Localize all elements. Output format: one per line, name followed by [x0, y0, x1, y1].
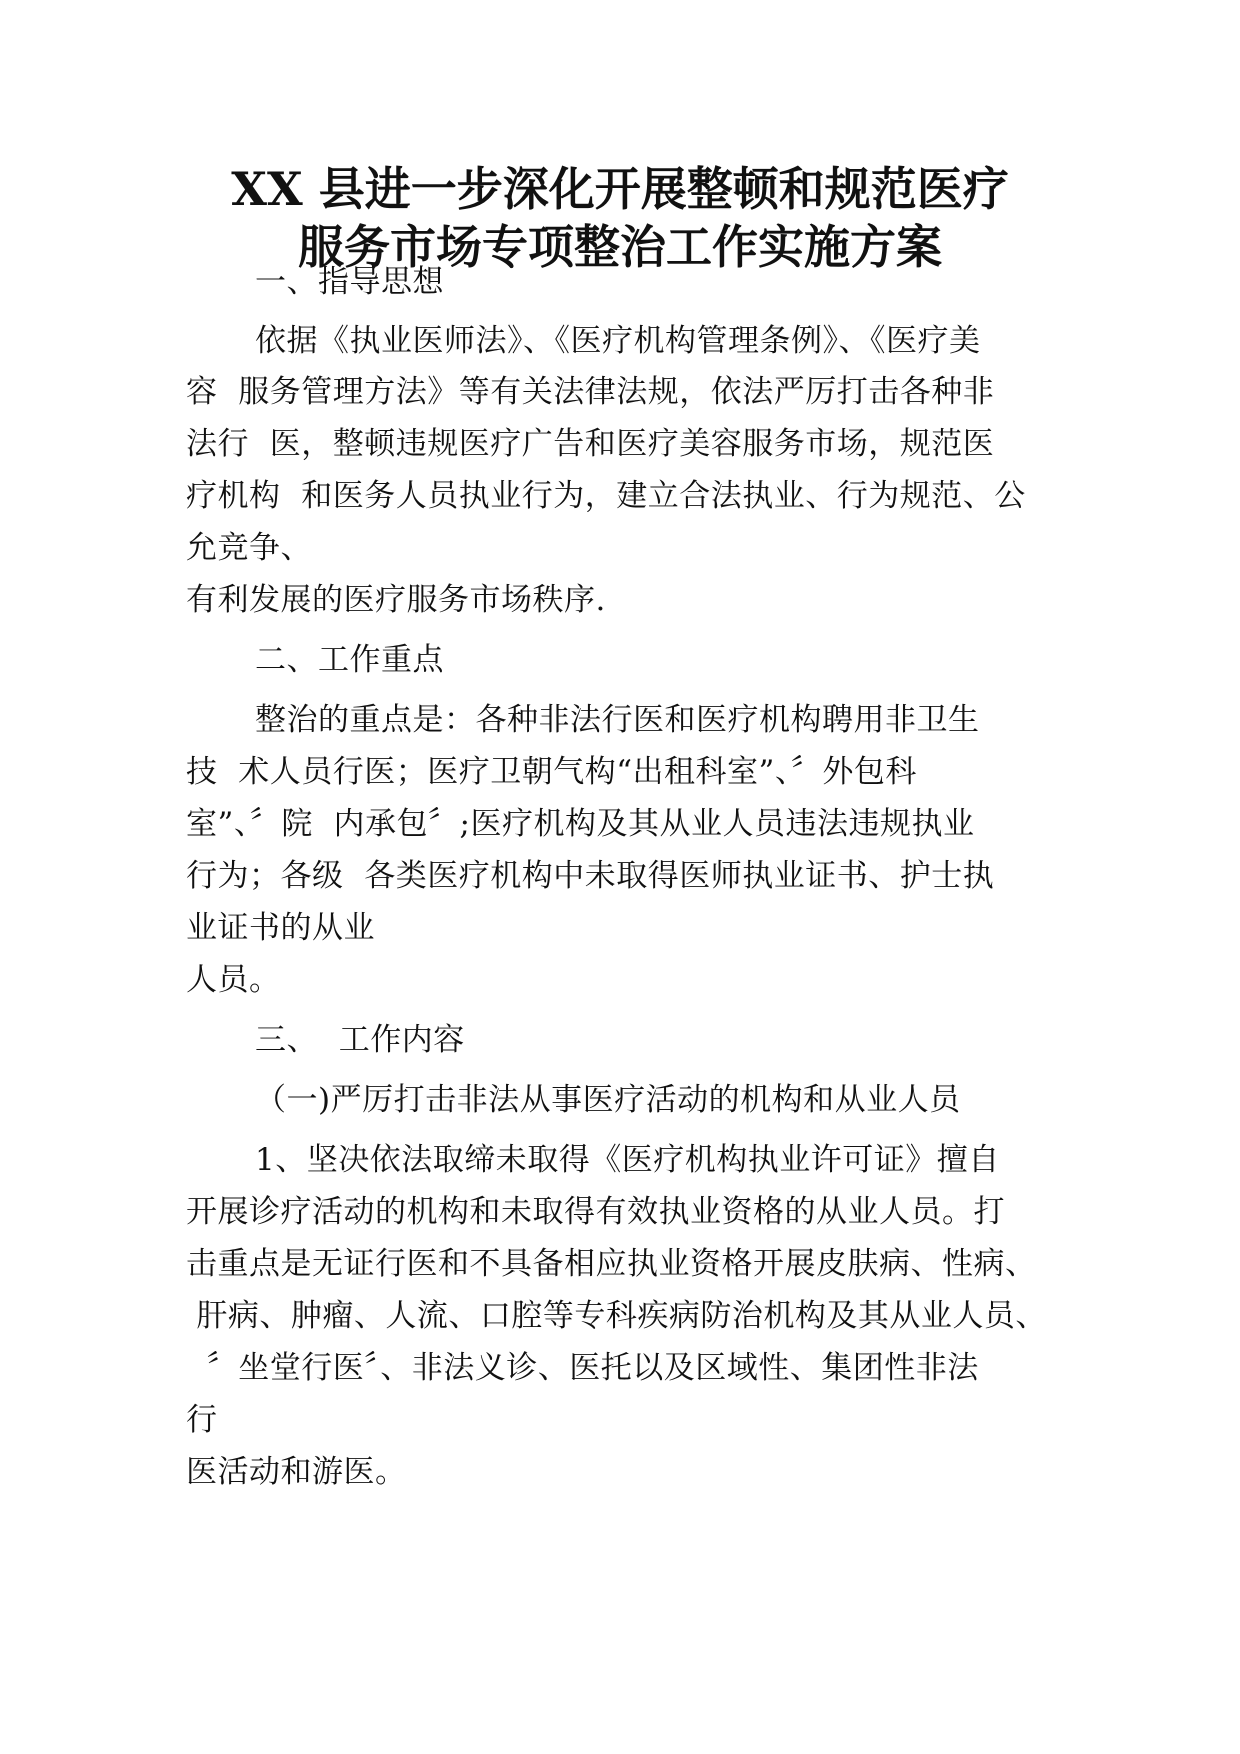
subsection-heading: （一)严厉打击非法从事医疗活动的机构和从业人员 — [255, 1082, 961, 1118]
paragraph-line: 击重点是无证行医和不具备相应执业资格开展皮肤病、性病、 — [186, 1246, 1037, 1282]
paragraph-line: 室”、〞院 内承包〞;医疗机构及其从业人员违法违规执业 — [186, 806, 975, 842]
document-title-line-1: XX 县进一步深化开展整顿和规范医疗 — [231, 162, 1009, 216]
paragraph-line: 疗机构 和医务人员执业行为，建立合法执业、行为规范、公 — [186, 478, 1026, 514]
document-title-line-2: 服务市场专项整治工作实施方案 — [298, 220, 942, 274]
paragraph-line: 允竞争、 — [186, 530, 312, 566]
paragraph-line: 医活动和游医。 — [186, 1454, 407, 1490]
paragraph-line: 行为；各级 各类医疗机构中未取得医师执业证书、护士执 — [186, 858, 995, 894]
paragraph-line: 行 — [186, 1402, 218, 1438]
paragraph-line: 人员。 — [186, 962, 281, 998]
paragraph-line: 业证书的从业 — [186, 910, 375, 946]
paragraph-line: 整治的重点是：各种非法行医和医疗机构聘用非卫生 — [255, 702, 980, 738]
paragraph-line: 技 术人员行医；医疗卫朝气构“出租科室”、〞外包科 — [186, 754, 917, 790]
paragraph-line: 容 服务管理方法》等有关法律法规，依法严厉打击各种非 — [186, 374, 995, 410]
section-heading-guiding-ideology: 一、指导思想 — [255, 264, 444, 300]
paragraph-line: 有利发展的医疗服务市场秩序. — [186, 582, 606, 618]
section-heading-work-focus: 二、工作重点 — [255, 642, 444, 678]
paragraph-line: 法行 医，整顿违规医疗广告和医疗美容服务市场，规范医 — [186, 426, 995, 462]
paragraph-line: 肝病、肿瘤、人流、口腔等专科疾病防治机构及其从业人员、 — [186, 1298, 1047, 1334]
paragraph-line: 依据《执业医师法》、《医疗机构管理条例》、《医疗美 — [255, 323, 981, 359]
section-heading-work-content: 三、 工作内容 — [255, 1022, 465, 1058]
paragraph-line: 〞坐堂行医〞、非法义诊、医托以及区域性、集团性非法 — [186, 1350, 979, 1386]
paragraph-line: 开展诊疗活动的机构和未取得有效执业资格的从业人员。打 — [186, 1194, 1005, 1230]
paragraph-line: 1、坚决依法取缔未取得《医疗机构执业许可证》擅自 — [255, 1142, 1000, 1178]
